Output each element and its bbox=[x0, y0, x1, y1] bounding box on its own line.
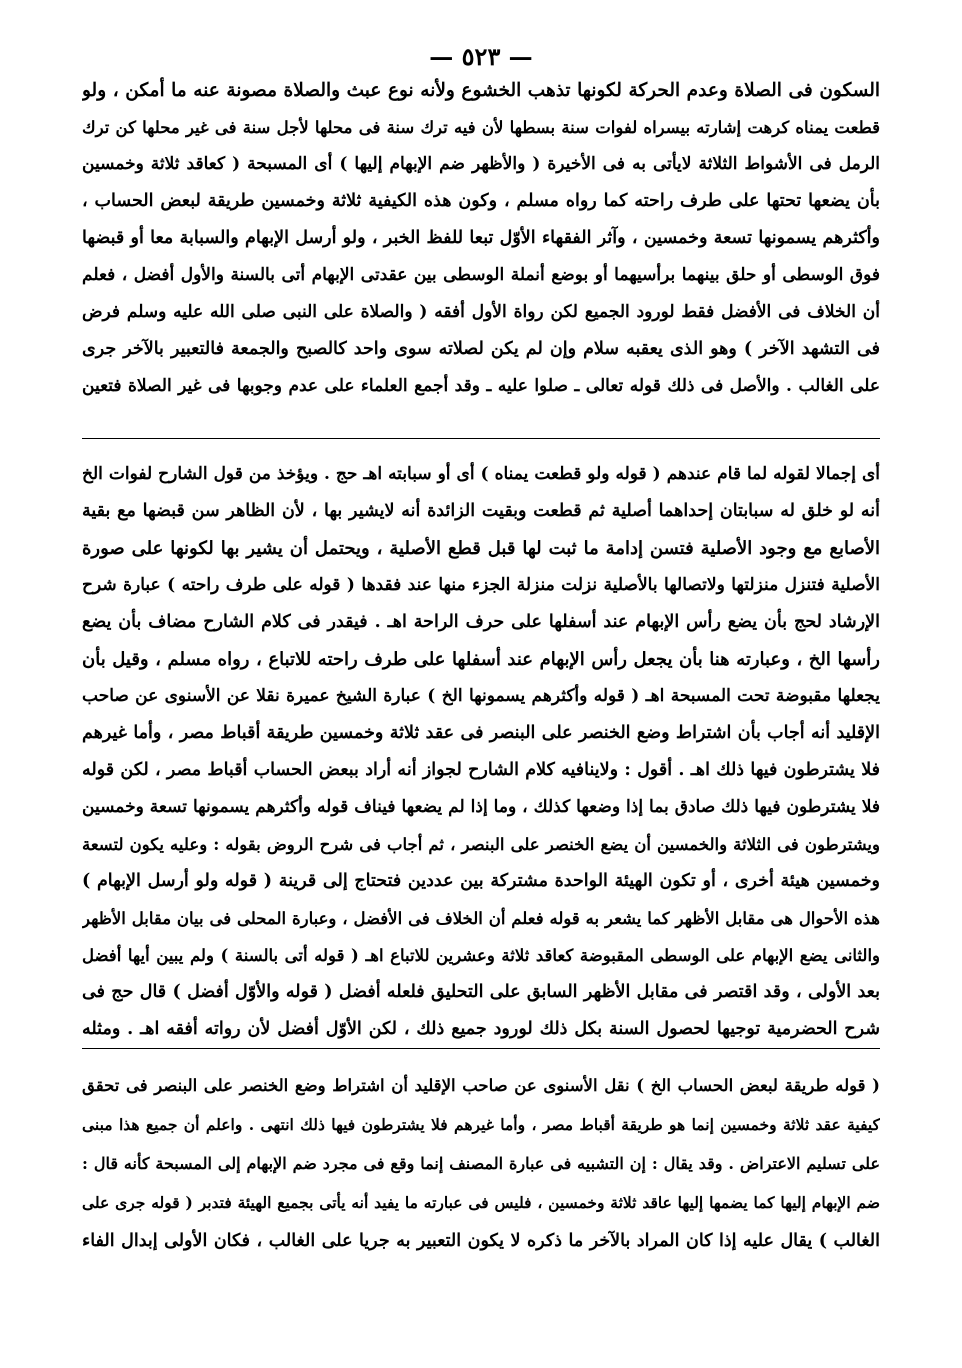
divider-rule bbox=[82, 438, 880, 439]
commentary-line: فلا يشترطون فيها ذلك صادق بما إذا وضعها كذلك ، وما إذا لم يضعها فيناف قوله وأكثرهم يسمونها تسعة وخمسين bbox=[82, 797, 880, 817]
commentary-line: فلا يشترطون فيها ذلك اهـ . أقول : ولاينافيه كلام الشارح لجواز أنه أراد ببعض الحساب أقباط مصر ، لكن قوله bbox=[82, 760, 880, 780]
commentary-first bbox=[82, 456, 880, 1048]
main-text-line: قطعت يمناه كرهت إشارته بيسراه لفوات سنة بسطها لأن فيه ترك سنة فى محلها لأجل سنة فى غير محلها كن ترك bbox=[82, 118, 880, 137]
main-text bbox=[82, 72, 880, 405]
main-text-line: الرمل فى الأشواط الثلاثة لايأتى به فى الأخيرة ( والأظهر ضم الإبهام إليها ) أى المسبحة ( كعاقد ثلاثة وخمسين bbox=[82, 154, 880, 174]
commentary-line: بعد الأولى ، وقد اقتصر فى مقابل الأظهر السابق على التحليق فلعله أفضل ( قوله والأوّل أفضل ) قال حج فى bbox=[82, 982, 880, 1002]
commentary-line: أنه لو خلق له سبابتان إحداهما أصلية ثم قطعت وبقيت الزائدة أنه لايشير بها ، لأن الظاهر سن قبضها مع بقية bbox=[82, 501, 880, 521]
main-text-line: فى التشهد الآخر ) وهو الذى يعقبه سلام وإن لم يكن لصلاته سوى واحد كالصبح والجمعة فالتعبير بالآخر جرى bbox=[82, 339, 880, 359]
commentary-line: الأصلية فتنزل منزلتها ولاتصالها بالأصلية نزلت منزلة الجزء منها عند فقدها ( قوله على طرف راحته ) عبارة شرح bbox=[82, 575, 880, 595]
commentary-line: هذه الأحوال هى مقابل الأظهر كما يشعر به قوله فعلم أن الخلاف فى الأفضل ، وعبارة المحلى فى بيان مقابل الأظهر bbox=[82, 909, 880, 928]
commentary-line: ( قوله طريقة لبعض الحساب الخ ) نقل الأسنوى عن صاحب الإقليد أن اشتراط وضع الخنصر على البنصر فى تحقق bbox=[82, 1076, 880, 1095]
page-number: — ٥٢٣ — bbox=[429, 42, 533, 71]
main-text-line: أن الخلاف فى الأفضل فقط لورود الجميع لكن رواة الأول أفقه ( والصلاة على النبى صلى الله عليه وسلم فرض bbox=[82, 302, 880, 322]
commentary-line: ويشترطون فى الثلاثة والخمسين أن يضع الخنصر على البنصر ، ثم أجاب فى شرح الروض بقوله : وعليه يكون لتسعة bbox=[82, 835, 880, 854]
commentary-line: على تسليم الاعتراض . وقد يقال : إن التشبيه فى عبارة المصنف إنما وقع فى مجرد ضم الإبهام إلى المسبحة كأنه قال : bbox=[82, 1154, 880, 1173]
main-text-line: على الغالب . والأصل فى ذلك قوله تعالى ـ صلوا عليه ـ وقد أجمع العلماء على عدم وجوبها فى غير الصلاة فتعين bbox=[82, 376, 880, 396]
commentary-second bbox=[82, 1066, 880, 1261]
main-text-line: السكون فى الصلاة وعدم الحركة لكونها تذهب الخشوع ولأنه نوع عبث والصلاة مصونة عنه ما أمكن ، ولو bbox=[82, 80, 880, 101]
commentary-line: أى إجمالا لقوله لما قام عندهم ( قوله ولو قطعت يمناه ) أى أو سبابته اهـ حج . ويؤخذ من قول الشارح لفوات الخ bbox=[82, 464, 880, 484]
commentary-line: شرح الحضرمية توجيها لحصول السنة بكل ذلك لورود جميع ذلك ، لكن الأوّل أفضل لأن رواته أفقه اهـ . ومثله bbox=[82, 1019, 880, 1039]
commentary-line: ضم الإبهام إليها كما يضمها إليها عاقد ثلاثة وخمسين ، فليس فى عبارته ما يفيد أنه يأتى بجميع الهيئة فتدبر ( قوله جرى على bbox=[82, 1193, 880, 1212]
commentary-line: الإقليد أنه أجاب بأن اشتراط وضع الخنصر على البنصر فى عقد ثلاثة وخمسين طريقة أقباط مصر ، وأما غيرهم bbox=[82, 723, 880, 743]
commentary-line: رأسها الخ ، وعبارته هنا بأن يجعل رأس الإبهام عند أسفلها على طرف راحته للاتباع ، رواه مسلم ، وقيل بأن bbox=[82, 649, 880, 670]
commentary-line: يجعلها مقبوضة تحت المسبحة اهـ ( قوله وأكثرهم يسمونها الخ ) عبارة الشيخ عميرة نقلا عن الأسنوى عن صاحب bbox=[82, 686, 880, 706]
main-text-line: وأكثرهم يسمونها تسعة وخمسين ، وآثر الفقهاء الأوّل تبعا للفظ الخبر ، ولو أرسل الإبهام والسبابة معا أو قبضها bbox=[82, 228, 880, 248]
commentary-line: وخمسين هيئة أخرى ، أو تكون الهيئة الواحدة مشتركة بين عددين فتحتاج إلى قرينة ( قوله ولو أرسل الإبهام ) bbox=[82, 871, 880, 891]
divider-rule bbox=[82, 1048, 880, 1049]
commentary-line: والثانى يضع الإبهام على الوسطى المقبوضة كعاقد ثلاثة وعشرين للاتباع اهـ ( قوله أتى بالسنة ) ولم يبين أيها أفضل bbox=[82, 946, 880, 965]
commentary-line: الغالب ) يقال عليه إذا كان المراد بالآخر ما ذكره لا يكون التعبير به جريا على الغالب ، فكان الأولى إبدال الفاء bbox=[82, 1231, 880, 1251]
commentary-line: كيفية عقد ثلاثة وخمسين إنما هو طريقة أقباط مصر ، وأما غيرهم فلا يشترطون فيها ذلك انتهى . واعلم أن جميع هذا مبنى bbox=[82, 1115, 880, 1134]
commentary-line: الأصابع مع وجود الأصلية فتسن إدامة ما ثبت لها قبل قطع الأصلية ، ويحتمل أن يشير بها لكونها على صورة bbox=[82, 538, 880, 559]
main-text-line: فوق الوسطى أو حلق بينهما برأسيهما أو بوضع أنملة الوسطى بين عقدتى الإبهام أتى بالسنة والأول أفضل ، فعلم bbox=[82, 265, 880, 285]
commentary-line: الإرشاد لحج بأن يضع رأس الإبهام عند أسفلها على حرف الراحة اهـ . فيقدر فى كلام الشارح مضاف بأن يضع bbox=[82, 612, 880, 632]
main-text-line: بأن يضعها تحتها على طرف راحته كما رواه مسلم ، وكون هذه الكيفية ثلاثة وخمسين طريقة لبعض الحساب ، bbox=[82, 191, 880, 211]
